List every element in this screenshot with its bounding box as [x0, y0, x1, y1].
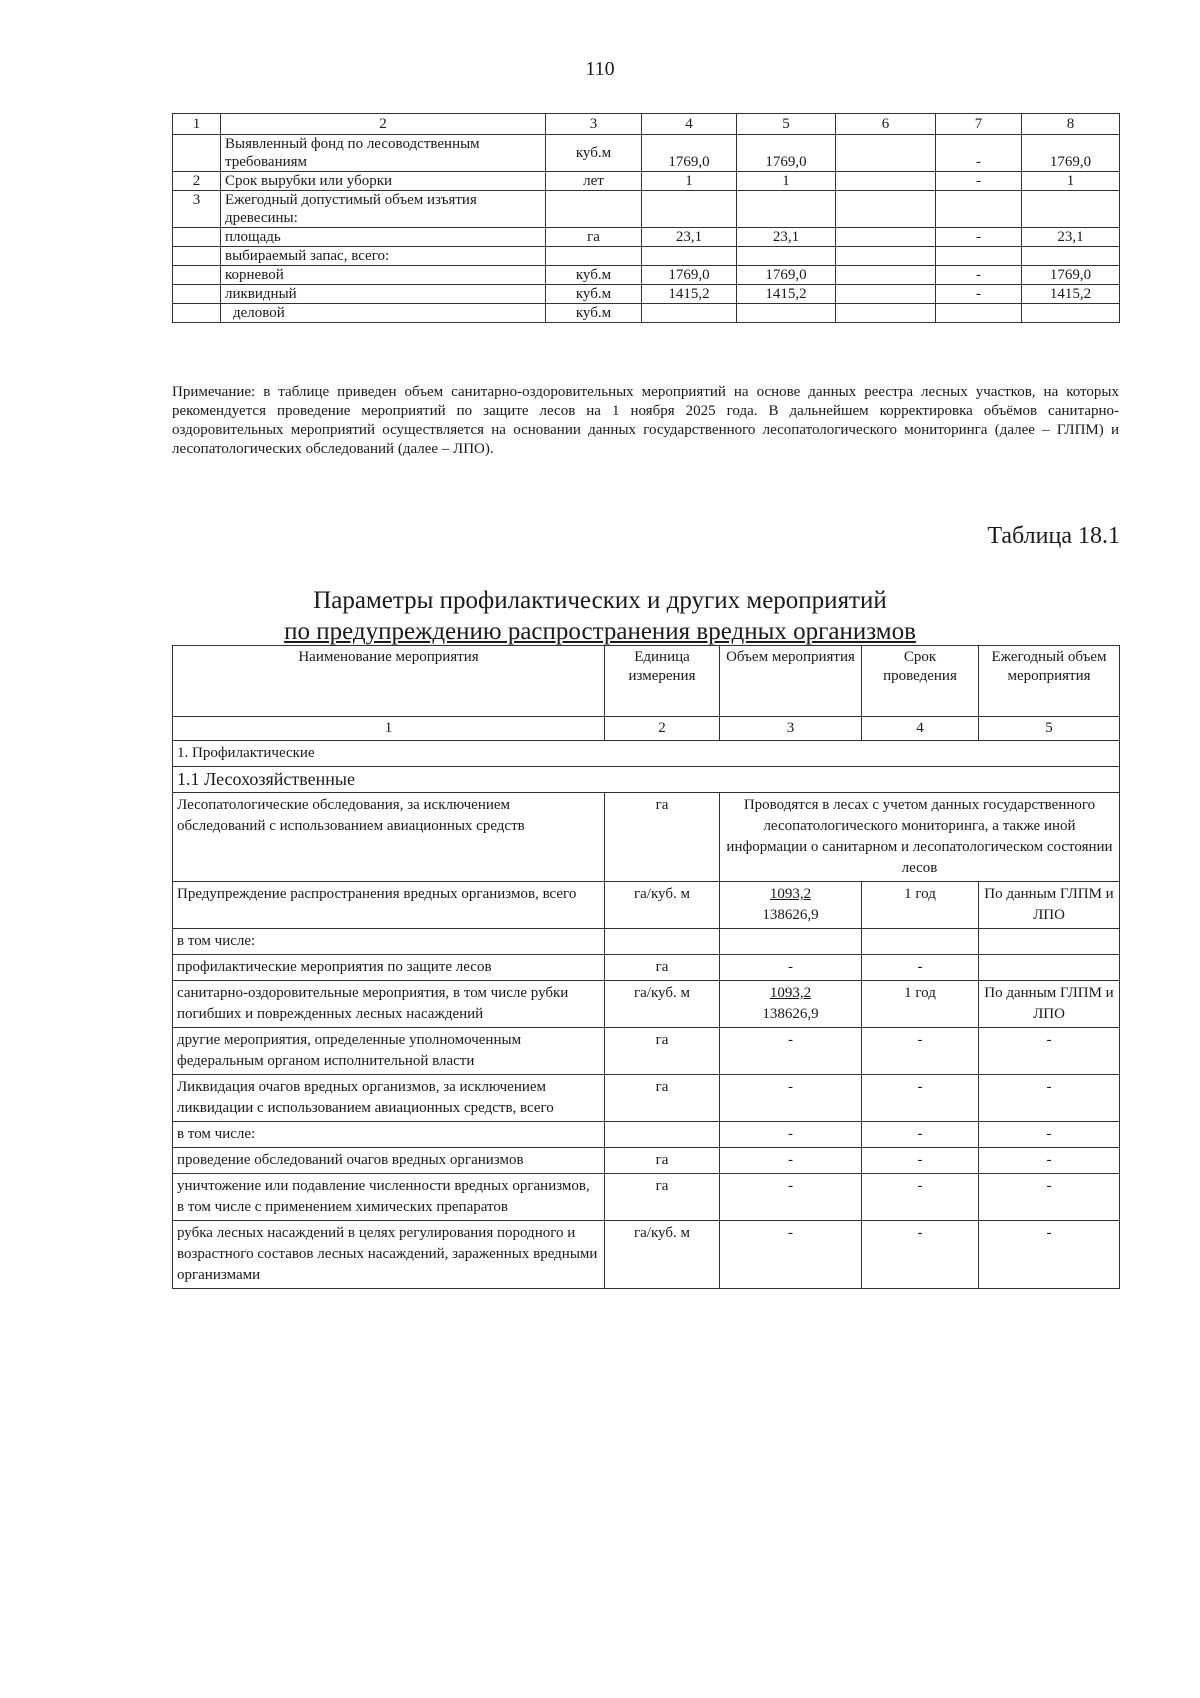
table-row	[173, 1028, 1120, 1075]
header-cell: 5	[737, 114, 836, 135]
table-row	[173, 1075, 1120, 1122]
cell: 1415,2	[642, 285, 737, 304]
cell	[642, 304, 737, 323]
row-unit: га	[546, 228, 642, 247]
column-number: 3	[720, 717, 862, 741]
row-name: Ликвидация очагов вредных организмов, за исключением ликвидации с использованием авиационных средств, всего	[173, 1075, 605, 1122]
row-unit: га	[605, 793, 720, 882]
row-number	[173, 247, 221, 266]
row-unit: га	[605, 1075, 720, 1122]
row-name: ликвидный	[221, 285, 546, 304]
cell: 1769,0	[1022, 266, 1120, 285]
row-volume	[720, 981, 862, 1028]
cell: 1415,2	[737, 285, 836, 304]
row-name: деловой	[221, 304, 546, 323]
row-unit: га	[605, 1148, 720, 1174]
table-row	[173, 228, 1120, 247]
header-cell: 7	[936, 114, 1022, 135]
cell	[836, 228, 936, 247]
measures-table	[172, 645, 1120, 1289]
row-annual: -	[979, 1174, 1120, 1221]
row-name: другие мероприятия, определенные уполномоченным федеральным органом исполнительной власти	[173, 1028, 605, 1075]
column-number-row	[173, 717, 1120, 741]
header-cell: 6	[836, 114, 936, 135]
row-name: Лесопатологические обследования, за исключением обследований с использованием авиационных средств	[173, 793, 605, 882]
row-name: проведение обследований очагов вредных организмов	[173, 1148, 605, 1174]
column-number: 5	[979, 717, 1120, 741]
row-annual: По данным ГЛПМ и ЛПО	[979, 882, 1120, 929]
row-term: -	[862, 955, 979, 981]
row-name: корневой	[221, 266, 546, 285]
row-name: Срок вырубки или уборки	[221, 172, 546, 191]
volume-top: 1093,2	[769, 886, 812, 902]
table-row	[173, 955, 1120, 981]
volume-bottom: 138626,9	[762, 1006, 819, 1022]
row-number	[173, 304, 221, 323]
table-row	[173, 304, 1120, 323]
row-unit: куб.м	[546, 266, 642, 285]
cell: -	[936, 285, 1022, 304]
row-name: площадь	[221, 228, 546, 247]
row-unit	[546, 247, 642, 266]
row-term: -	[862, 1075, 979, 1122]
cell: 1	[1022, 172, 1120, 191]
cell	[836, 266, 936, 285]
table-row	[173, 929, 1120, 955]
volume-top: -	[788, 959, 793, 975]
header-cell: Объем мероприятия	[720, 646, 862, 717]
cell: 1769,0	[1022, 135, 1120, 172]
section-title: 1.1 Лесохозяйственные	[173, 767, 1120, 793]
cell	[936, 304, 1022, 323]
volume-top: -	[788, 1079, 793, 1095]
table-row	[173, 1221, 1120, 1289]
row-unit: га/куб. м	[605, 1221, 720, 1289]
section-row	[173, 741, 1120, 767]
header-cell: Срок проведения	[862, 646, 979, 717]
cell	[936, 191, 1022, 228]
cell	[737, 304, 836, 323]
row-term: -	[862, 1148, 979, 1174]
row-number: 2	[173, 172, 221, 191]
row-volume	[720, 882, 862, 929]
cell	[836, 135, 936, 172]
row-volume	[720, 929, 862, 955]
row-unit: га/куб. м	[605, 981, 720, 1028]
cell: 1769,0	[737, 135, 836, 172]
table-row	[173, 191, 1120, 228]
table-row	[173, 266, 1120, 285]
row-unit: куб.м	[546, 304, 642, 323]
cell: -	[936, 228, 1022, 247]
cell: 1769,0	[642, 135, 737, 172]
table-row	[173, 882, 1120, 929]
table-header-row	[173, 114, 1120, 135]
cell: 1769,0	[737, 266, 836, 285]
row-annual: -	[979, 1075, 1120, 1122]
cell	[936, 247, 1022, 266]
table-row	[173, 135, 1120, 172]
cell: -	[936, 266, 1022, 285]
row-number	[173, 266, 221, 285]
table-title-line2: по предупреждению распространения вредных организмов	[284, 618, 916, 645]
header-cell: Единица измерения	[605, 646, 720, 717]
volume-top: -	[788, 1032, 793, 1048]
header-cell: 1	[173, 114, 221, 135]
column-number: 1	[173, 717, 605, 741]
row-name: рубка лесных насаждений в целях регулирования породного и возрастного составов лесных насаждений, зараженных вредными организмами	[173, 1221, 605, 1289]
row-unit: га	[605, 1174, 720, 1221]
row-unit: куб.м	[546, 285, 642, 304]
cell: 1769,0	[642, 266, 737, 285]
volume-top: -	[788, 1178, 793, 1194]
volume-top: -	[788, 1225, 793, 1241]
row-unit	[546, 191, 642, 228]
volume-top: 1093,2	[769, 985, 812, 1001]
row-term: -	[862, 1174, 979, 1221]
table-row	[173, 1174, 1120, 1221]
row-annual: -	[979, 1122, 1120, 1148]
merged-note: Проводятся в лесах с учетом данных государственного лесопатологического мониторинга, а также иной информации о санитарном и лесопатологическом состоянии лесов	[720, 793, 1120, 882]
table-row	[173, 247, 1120, 266]
table-note: Примечание: в таблице приведен объем санитарно-оздоровительных мероприятий на основе данных реестра лесных участков, на которых рекомендуется проведение мероприятий по защите лесов на 1 ноября 2025 года. В дальнейшем корректировка объёмов санитарно-оздоровительных мероприятий осуществляется на основании данных государственного лесопатологического мониторинга (далее – ГЛПМ) и лесопатологических обследований (далее – ЛПО).	[172, 384, 1119, 457]
table-title-line2-wrap	[0, 616, 1200, 647]
row-annual: По данным ГЛПМ и ЛПО	[979, 981, 1120, 1028]
header-cell: Наименование мероприятия	[173, 646, 605, 717]
table-caption: Таблица 18.1	[987, 523, 1120, 549]
page-number: 110	[585, 58, 615, 80]
row-number	[173, 285, 221, 304]
volume-bottom: 138626,9	[762, 907, 819, 923]
cell: 23,1	[642, 228, 737, 247]
cell	[836, 191, 936, 228]
table-row	[173, 172, 1120, 191]
cell: 23,1	[1022, 228, 1120, 247]
row-name: профилактические мероприятия по защите лесов	[173, 955, 605, 981]
cell	[737, 191, 836, 228]
row-name: в том числе:	[173, 1122, 605, 1148]
row-name: Ежегодный допустимый объем изъятия древесины:	[221, 191, 546, 228]
table-row	[173, 981, 1120, 1028]
row-volume	[720, 955, 862, 981]
row-term: -	[862, 1221, 979, 1289]
cell	[836, 304, 936, 323]
table-row	[173, 793, 1120, 882]
table-row	[173, 285, 1120, 304]
row-name: уничтожение или подавление численности вредных организмов, в том числе с применением химических препаратов	[173, 1174, 605, 1221]
row-unit: га	[605, 955, 720, 981]
header-cell: 2	[221, 114, 546, 135]
row-unit: га	[605, 1028, 720, 1075]
row-volume	[720, 1221, 862, 1289]
cell: -	[936, 172, 1022, 191]
cell	[737, 247, 836, 266]
table-header-row	[173, 646, 1120, 717]
section-row	[173, 767, 1120, 793]
header-cell: 4	[642, 114, 737, 135]
volume-top: -	[788, 1152, 793, 1168]
row-volume	[720, 1148, 862, 1174]
cell: 1415,2	[1022, 285, 1120, 304]
section-title: 1. Профилактические	[173, 741, 1120, 767]
row-annual: -	[979, 1148, 1120, 1174]
table-title-line1: Параметры профилактических и других мероприятий	[313, 587, 887, 614]
forest-fund-table	[172, 113, 1120, 323]
cell	[1022, 191, 1120, 228]
cell: 1	[642, 172, 737, 191]
row-name: в том числе:	[173, 929, 605, 955]
table-row	[173, 1148, 1120, 1174]
row-term	[862, 929, 979, 955]
header-cell: 8	[1022, 114, 1120, 135]
row-annual: -	[979, 1221, 1120, 1289]
volume-top: -	[788, 1126, 793, 1142]
column-number: 4	[862, 717, 979, 741]
row-number	[173, 135, 221, 172]
row-annual	[979, 929, 1120, 955]
row-name: Предупреждение распространения вредных организмов, всего	[173, 882, 605, 929]
cell	[836, 172, 936, 191]
row-term: -	[862, 1122, 979, 1148]
cell	[1022, 247, 1120, 266]
row-unit: лет	[546, 172, 642, 191]
header-cell: 3	[546, 114, 642, 135]
row-number	[173, 228, 221, 247]
row-name: выбираемый запас, всего:	[221, 247, 546, 266]
row-unit	[605, 1122, 720, 1148]
row-term: -	[862, 1028, 979, 1075]
row-volume	[720, 1174, 862, 1221]
row-annual: -	[979, 1028, 1120, 1075]
row-term: 1 год	[862, 882, 979, 929]
cell	[836, 247, 936, 266]
row-unit: га/куб. м	[605, 882, 720, 929]
row-unit: куб.м	[546, 135, 642, 172]
row-name: санитарно-оздоровительные мероприятия, в том числе рубки погибших и поврежденных лесных насаждений	[173, 981, 605, 1028]
cell	[1022, 304, 1120, 323]
row-term: 1 год	[862, 981, 979, 1028]
row-number: 3	[173, 191, 221, 228]
cell: 1	[737, 172, 836, 191]
cell	[836, 285, 936, 304]
column-number: 2	[605, 717, 720, 741]
row-volume	[720, 1075, 862, 1122]
cell: 23,1	[737, 228, 836, 247]
row-volume	[720, 1122, 862, 1148]
table-row	[173, 1122, 1120, 1148]
cell	[642, 191, 737, 228]
row-volume	[720, 1028, 862, 1075]
cell	[642, 247, 737, 266]
row-name: Выявленный фонд по лесоводственным требованиям	[221, 135, 546, 172]
row-unit	[605, 929, 720, 955]
cell: -	[936, 135, 1022, 172]
header-cell: Ежегодный объем мероприятия	[979, 646, 1120, 717]
row-annual	[979, 955, 1120, 981]
